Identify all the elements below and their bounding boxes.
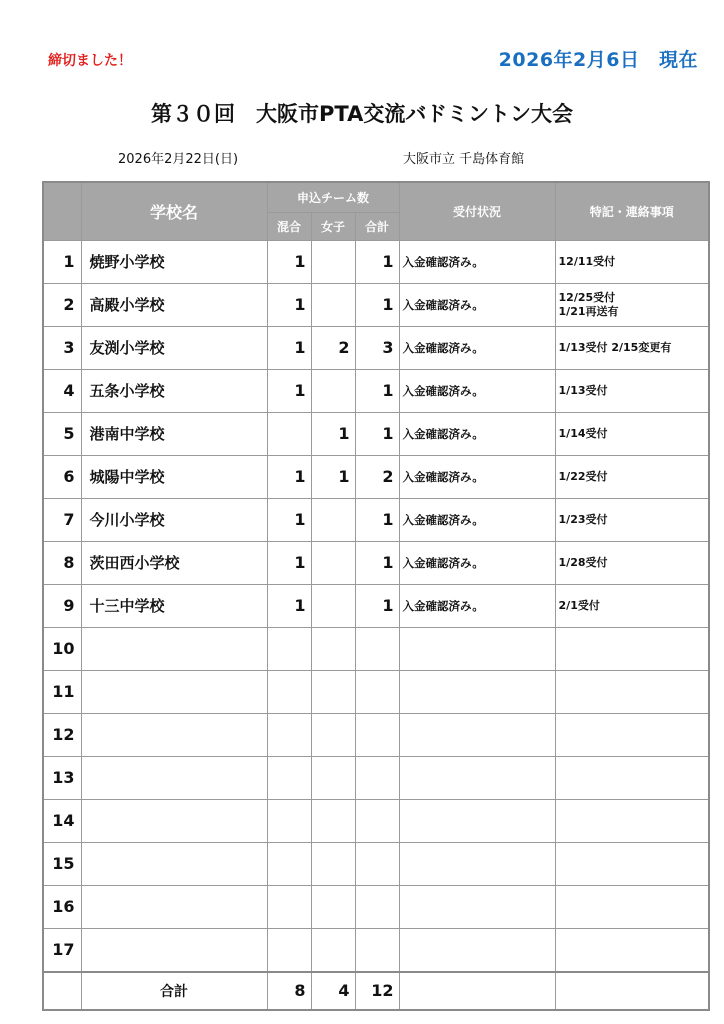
school-name [81, 799, 267, 842]
women-count [311, 498, 355, 541]
mixed-count [267, 627, 311, 670]
notes-cell [555, 584, 709, 627]
school-name: 焼野小学校 [81, 240, 267, 283]
row-number: 1 [43, 240, 81, 283]
women-count: 1 [311, 455, 355, 498]
school-name [81, 928, 267, 972]
table-row [43, 584, 709, 627]
total-count: 1 [355, 498, 399, 541]
mixed-count [267, 799, 311, 842]
total-count [355, 799, 399, 842]
school-name: 十三中学校 [81, 584, 267, 627]
total-status-cell [399, 972, 555, 1010]
row-number: 16 [43, 885, 81, 928]
school-name [81, 627, 267, 670]
payment-status [399, 799, 555, 842]
total-notes-cell [555, 972, 709, 1010]
table-row [43, 713, 709, 756]
closed-notice: 締切ました！ [48, 53, 132, 69]
row-number: 7 [43, 498, 81, 541]
women-count [311, 670, 355, 713]
women-count [311, 928, 355, 972]
header-team-entries: 申込チーム数 [267, 182, 399, 212]
payment-status: 入金確認済み。 [399, 412, 555, 455]
payment-status: 入金確認済み。 [399, 541, 555, 584]
women-count [311, 369, 355, 412]
note-line: 1/13受付 [558, 383, 608, 397]
payment-status [399, 756, 555, 799]
notes-cell [555, 326, 709, 369]
table-row [43, 627, 709, 670]
row-number: 8 [43, 541, 81, 584]
table-row [43, 670, 709, 713]
payment-status: 入金確認済み。 [399, 240, 555, 283]
total-total: 12 [355, 972, 399, 1010]
header-women: 女子 [311, 212, 355, 240]
table-row [43, 240, 709, 283]
school-name: 友渕小学校 [81, 326, 267, 369]
school-name: 城陽中学校 [81, 455, 267, 498]
row-number: 14 [43, 799, 81, 842]
note-line: 1/28受付 [558, 555, 608, 569]
total-number-cell [43, 972, 81, 1010]
header-notes: 特記・連絡事項 [555, 182, 709, 240]
notes-cell [555, 283, 709, 326]
total-count [355, 670, 399, 713]
school-name: 高殿小学校 [81, 283, 267, 326]
payment-status: 入金確認済み。 [399, 584, 555, 627]
women-count [311, 713, 355, 756]
registration-table [42, 181, 710, 1011]
event-venue: 大阪市立 千島体育館 [403, 152, 525, 167]
payment-status: 入金確認済み。 [399, 283, 555, 326]
school-name [81, 885, 267, 928]
notes-cell [555, 455, 709, 498]
note-line: 2/1受付 [558, 598, 600, 612]
mixed-count [267, 713, 311, 756]
school-name: 港南中学校 [81, 412, 267, 455]
school-name [81, 842, 267, 885]
table-row [43, 541, 709, 584]
total-count: 2 [355, 455, 399, 498]
total-count: 1 [355, 412, 399, 455]
header-number [43, 182, 81, 240]
women-count [311, 283, 355, 326]
mixed-count: 1 [267, 498, 311, 541]
note-line: 12/11受付 [558, 254, 616, 268]
mixed-count [267, 756, 311, 799]
table-row [43, 885, 709, 928]
notes-cell [555, 842, 709, 885]
notes-cell [555, 240, 709, 283]
note-line: 1/14受付 [558, 426, 608, 440]
header-status: 受付状況 [399, 182, 555, 240]
note-line: 1/21再送有 [558, 304, 619, 318]
note-line: 1/23受付 [558, 512, 608, 526]
mixed-count [267, 928, 311, 972]
notes-cell [555, 369, 709, 412]
payment-status: 入金確認済み。 [399, 326, 555, 369]
mixed-count: 1 [267, 326, 311, 369]
table-row [43, 283, 709, 326]
women-count [311, 584, 355, 627]
payment-status [399, 627, 555, 670]
row-number: 5 [43, 412, 81, 455]
school-name: 今川小学校 [81, 498, 267, 541]
women-count [311, 842, 355, 885]
total-count [355, 928, 399, 972]
header-school-name: 学校名 [81, 182, 267, 240]
header-total: 合計 [355, 212, 399, 240]
mixed-count: 1 [267, 584, 311, 627]
notes-cell [555, 756, 709, 799]
payment-status: 入金確認済み。 [399, 369, 555, 412]
payment-status [399, 842, 555, 885]
event-date: 2026年2月22日(日) [118, 152, 239, 167]
total-count [355, 885, 399, 928]
total-women: 4 [311, 972, 355, 1010]
mixed-count [267, 842, 311, 885]
mixed-count: 1 [267, 283, 311, 326]
women-count: 1 [311, 412, 355, 455]
row-number: 4 [43, 369, 81, 412]
note-line: 1/22受付 [558, 469, 608, 483]
table-row [43, 412, 709, 455]
payment-status [399, 713, 555, 756]
total-count: 1 [355, 541, 399, 584]
payment-status [399, 928, 555, 972]
row-number: 13 [43, 756, 81, 799]
table-row [43, 369, 709, 412]
total-count [355, 627, 399, 670]
total-count: 3 [355, 326, 399, 369]
total-count: 1 [355, 369, 399, 412]
mixed-count [267, 885, 311, 928]
school-name [81, 670, 267, 713]
note-line: 12/25受付 [558, 290, 616, 304]
women-count [311, 756, 355, 799]
notes-cell [555, 713, 709, 756]
total-count [355, 756, 399, 799]
mixed-count: 1 [267, 541, 311, 584]
school-name: 五条小学校 [81, 369, 267, 412]
total-count: 1 [355, 240, 399, 283]
payment-status: 入金確認済み。 [399, 455, 555, 498]
school-name [81, 713, 267, 756]
women-count: 2 [311, 326, 355, 369]
notes-cell [555, 627, 709, 670]
table-row [43, 799, 709, 842]
total-label: 合計 [81, 972, 267, 1010]
table-row [43, 928, 709, 972]
payment-status [399, 670, 555, 713]
total-mixed: 8 [267, 972, 311, 1010]
row-number: 3 [43, 326, 81, 369]
women-count [311, 240, 355, 283]
row-number: 11 [43, 670, 81, 713]
total-row [43, 972, 709, 1010]
payment-status: 入金確認済み。 [399, 498, 555, 541]
table-row [43, 498, 709, 541]
total-count: 1 [355, 584, 399, 627]
mixed-count: 1 [267, 240, 311, 283]
row-number: 6 [43, 455, 81, 498]
school-name [81, 756, 267, 799]
total-count [355, 713, 399, 756]
notes-cell [555, 799, 709, 842]
row-number: 17 [43, 928, 81, 972]
notes-cell [555, 541, 709, 584]
mixed-count: 1 [267, 455, 311, 498]
notes-cell [555, 670, 709, 713]
page-title: 第３０回 大阪市PTA交流バドミントン大会 [151, 102, 573, 126]
row-number: 12 [43, 713, 81, 756]
row-number: 9 [43, 584, 81, 627]
header-mixed: 混合 [267, 212, 311, 240]
school-name: 茨田西小学校 [81, 541, 267, 584]
table-row [43, 756, 709, 799]
as-of-date: 2026年2月6日 現在 [498, 49, 698, 71]
mixed-count [267, 670, 311, 713]
women-count [311, 799, 355, 842]
women-count [311, 541, 355, 584]
mixed-count: 1 [267, 369, 311, 412]
notes-cell [555, 928, 709, 972]
women-count [311, 627, 355, 670]
table-row [43, 842, 709, 885]
table-row [43, 455, 709, 498]
table-row [43, 326, 709, 369]
row-number: 2 [43, 283, 81, 326]
mixed-count [267, 412, 311, 455]
notes-cell [555, 412, 709, 455]
total-count: 1 [355, 283, 399, 326]
row-number: 10 [43, 627, 81, 670]
women-count [311, 885, 355, 928]
total-count [355, 842, 399, 885]
notes-cell [555, 885, 709, 928]
row-number: 15 [43, 842, 81, 885]
note-line: 1/13受付 2/15変更有 [558, 340, 672, 354]
notes-cell [555, 498, 709, 541]
payment-status [399, 885, 555, 928]
